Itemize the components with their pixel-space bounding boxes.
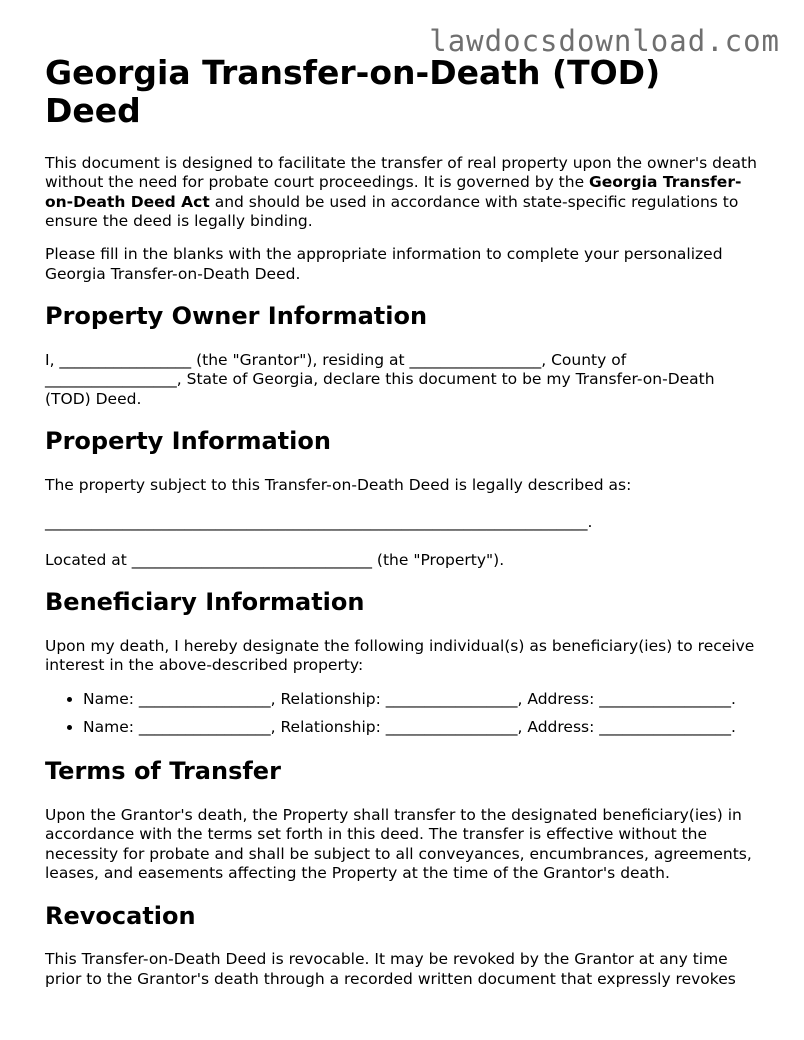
beneficiary-item: • Name: _________________, Relationship: _________________, Address: _________________. (83, 690, 765, 709)
revocation-heading: Revocation (45, 901, 196, 930)
beneficiary-item: • Name: _________________, Relationship: _________________, Address: _________________. (83, 718, 765, 737)
intro-text-a: This document is designed to facilitate the transfer of real property upon the owner's death without the need for probate court proceedings. It is governed by the (45, 153, 757, 192)
page-title: Georgia Transfer-on-Death (TOD) Deed (45, 53, 661, 130)
property-heading: Property Information (45, 427, 331, 456)
act-name: Georgia Transfer-on-Death Deed Act (45, 173, 742, 211)
revocation-text: This Transfer-on-Death Deed is revocable. It may be revoked by the Grantor at any time prior to the Grantor's death through a recorded written document that expressly revokes (45, 950, 736, 988)
property-text: The property subject to this Transfer-on-Death Deed is legally described as: (45, 475, 632, 494)
document-page (45, 54, 765, 1003)
instructions-paragraph: Please fill in the blanks with the appropriate information to complete your personalized Georgia Transfer-on-Death Deed. (45, 245, 723, 283)
owner-text: I, _________________ (the "Grantor"), residing at _________________, County of _________________, State of Georgia, declare this document to be my Transfer-on-Death (TOD) Deed. (45, 350, 715, 408)
terms-text: Upon the Grantor's death, the Property shall transfer to the designated beneficiary(ies) in accordance with the terms set forth in this deed. The transfer is effective without the necessity for probate and shall be subject to all conveyances, encumbrances, agreements, leases, and easements affecting the Property at the time of the Grantor's death. (45, 806, 752, 883)
property-location: Located at _______________________________ (the "Property"). (45, 550, 505, 569)
intro-paragraph (45, 154, 765, 232)
beneficiary-list (45, 690, 765, 738)
property-description-line: ______________________________________________________________________. (45, 513, 593, 532)
owner-heading: Property Owner Information (45, 302, 428, 331)
beneficiary-text: Upon my death, I hereby designate the following individual(s) as beneficiary(ies) to receive interest in the above-described property: (45, 636, 755, 675)
beneficiary-heading: Beneficiary Information (45, 587, 365, 616)
watermark: lawdocsdownload.com (429, 24, 780, 58)
intro-text-b: and should be used in accordance with state-specific regulations to ensure the deed is legally binding. (45, 192, 739, 230)
terms-heading: Terms of Transfer (45, 757, 281, 786)
